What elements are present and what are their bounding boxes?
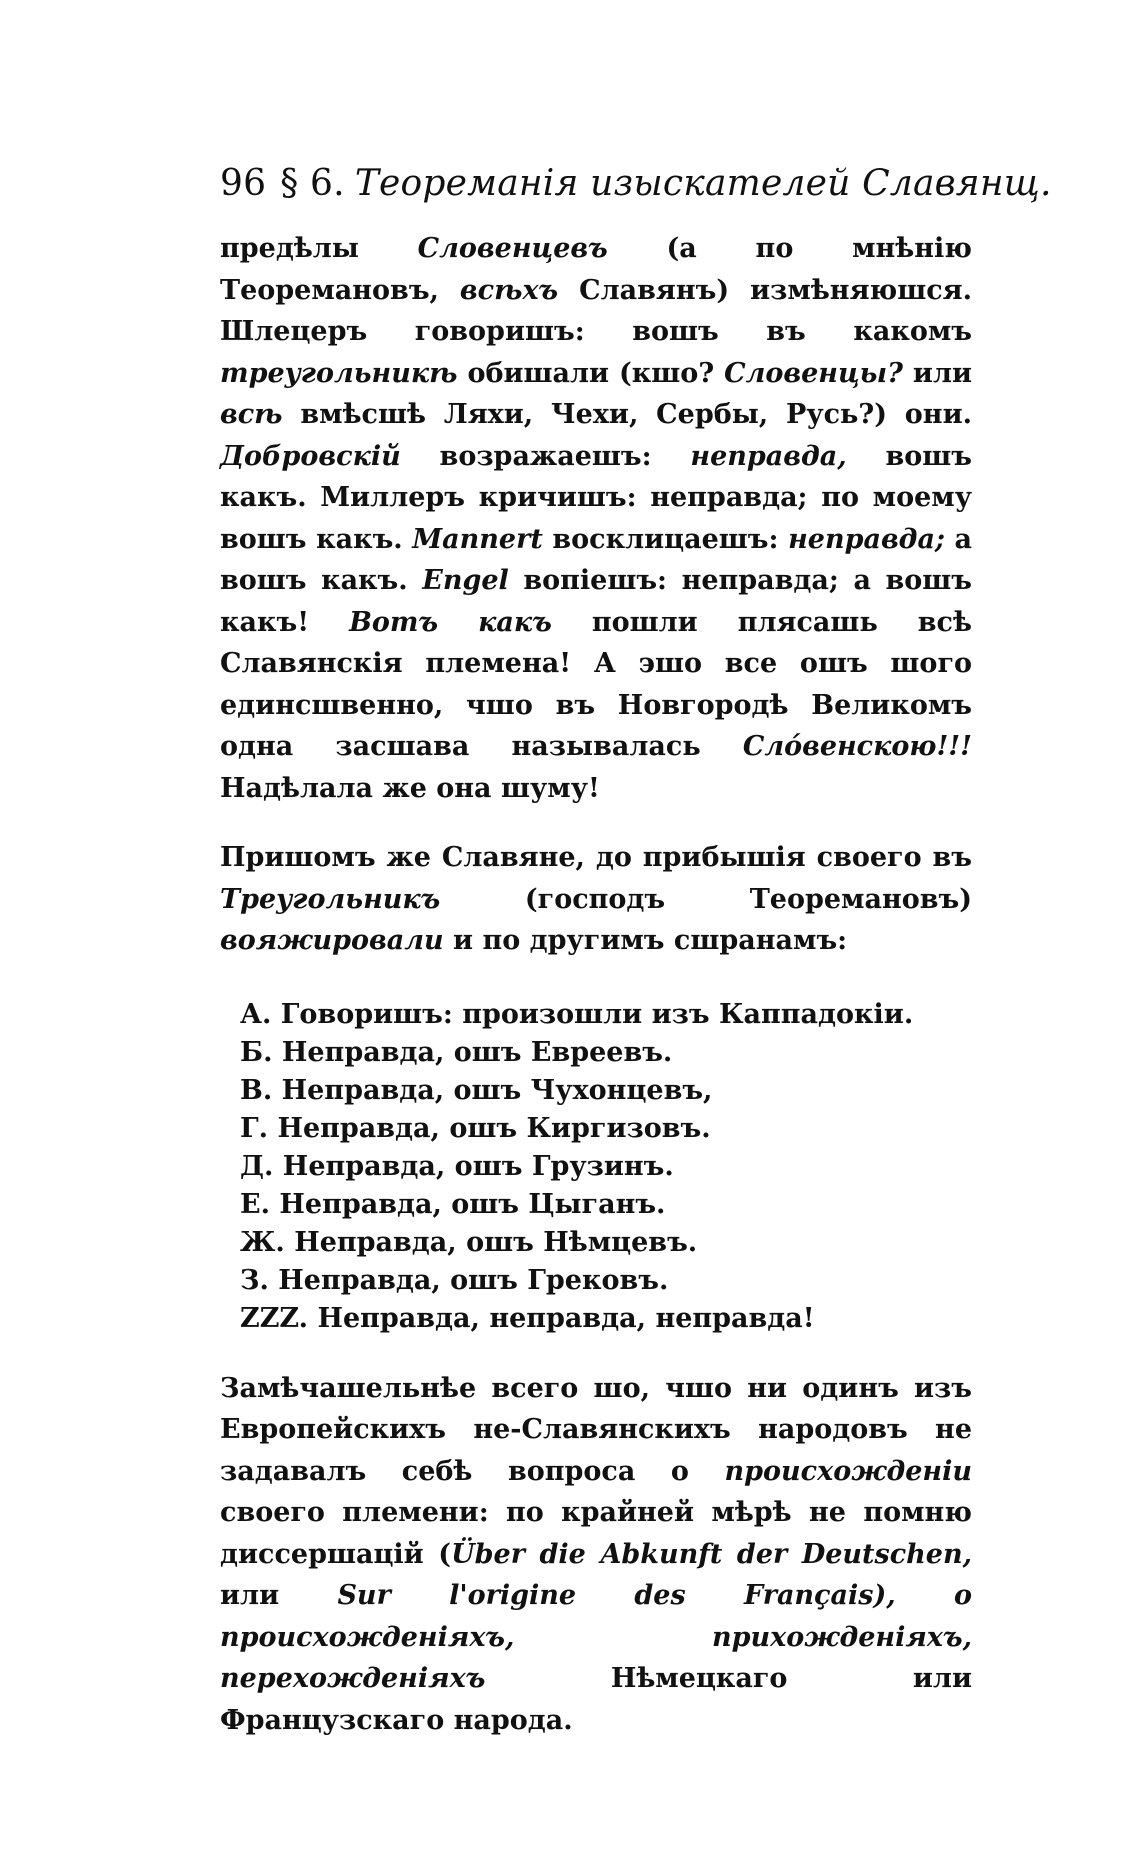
origin-theories-list (220, 996, 972, 1338)
text-run: о происхожденіяхъ, прихожденіяхъ, перехожденіяхъ (220, 1580, 972, 1694)
text-run: или (902, 357, 973, 389)
text-run: Славянъ) измѣняюшся. Шлецеръ говоришъ: вошъ въ какомъ (220, 274, 973, 347)
text-run: Надѣлала же она шуму! (220, 772, 600, 804)
page-number: 96 (220, 163, 267, 204)
text-run: неправда, (690, 440, 847, 472)
list-item: Ж. Неправда, ошъ Нѣмцевъ. (240, 1226, 698, 1258)
text-run: (а по мнѣнію Теоремановъ, (220, 233, 972, 306)
list-item: Б. Неправда, ошъ Евреевъ. (240, 1036, 673, 1068)
text-run: Пришомъ же Славяне, до прибышія своего въ (220, 842, 972, 873)
list-item: А. Говоришъ: произошли изъ Каппадокіи. (240, 998, 914, 1030)
text-run: Словенцевъ (417, 233, 608, 264)
text-run: (господъ Теоремановъ) (440, 883, 972, 915)
text-run: вошъ какъ. Миллеръ кричишъ: неправда; по моему вошъ какъ. (220, 440, 972, 555)
list-item: Г. Неправда, ошъ Киргизовъ. (240, 1112, 711, 1144)
list-item: Е. Неправда, ошъ Цыганъ. (240, 1188, 666, 1220)
text-run: и по другимъ сшранамъ: (443, 925, 848, 956)
book-page (220, 160, 1052, 1741)
text-run: или (220, 1580, 338, 1611)
text-run (896, 1580, 954, 1611)
list-item: В. Неправда, ошъ Чухонцевъ, (240, 1074, 713, 1106)
paragraph-3 (220, 1368, 972, 1742)
text-run: всѣ (220, 399, 283, 430)
text-run: всѣхъ (459, 274, 559, 306)
text-run: обишали (кшо? (457, 357, 725, 389)
list-item: Д. Неправда, ошъ Грузинъ. (240, 1150, 674, 1182)
text-run: неправда; (788, 523, 945, 555)
text-run: пошли плясашь всѣ Славянскія племена! А эшо все ошъ шого единсшвенно, чшо въ Новгородѣ Великомъ одна засшава называлась (220, 606, 972, 762)
text-run: Добровскій (220, 440, 401, 472)
list-item: ZZZ. Неправда, неправда, неправда! (240, 1302, 815, 1334)
text-run: Sur l'origine des Français), (337, 1580, 896, 1611)
text-run: Треугольникъ (220, 883, 441, 915)
paragraph-2 (220, 837, 972, 962)
text-run: а вошъ какъ. (220, 523, 973, 596)
text-run: Нѣмецкаго или Французскаго народа. (220, 1663, 972, 1736)
text-run: вмѣсшѣ Ляхи, Чехи, Сербы, Русь?) они. (282, 399, 972, 430)
text-run: Словенцы? (724, 357, 903, 389)
running-header (220, 160, 1052, 208)
section-number: § 6. (280, 163, 345, 204)
text-run: Замѣчашельнѣе всего шо, чшо ни одинъ изъ Европейскихъ не-Славянскихъ народовъ не задавалъ себѣ вопроса о (220, 1372, 972, 1487)
text-run: восклицаешъ: (542, 523, 789, 555)
text-run: Über die Abkunft der Deutschen, (451, 1538, 972, 1570)
text-run: треугольникѣ (220, 357, 458, 389)
running-title: Теоремaнія изыскaтелей Славянщ. (354, 163, 1052, 204)
text-run: своего племени: по крайней мѣрѣ не помню диссершацій ( (220, 1497, 972, 1570)
text-run: Вотъ какъ (349, 606, 552, 638)
text-run: вопіешъ: неправда; а вошъ какъ! (220, 565, 973, 638)
paragraph-1 (220, 228, 972, 809)
list-item: З. Неправда, ошъ Грековъ. (240, 1264, 669, 1296)
text-run: Engel (422, 565, 509, 596)
text-run: предѣлы (220, 233, 418, 264)
text-run: происхожденіи (724, 1455, 972, 1487)
text-run: возражаешъ: (400, 440, 691, 472)
text-run: Mannert (412, 523, 543, 555)
text-run: Слóвенскою!!! (742, 731, 972, 762)
text-run: вояжировали (220, 925, 444, 956)
